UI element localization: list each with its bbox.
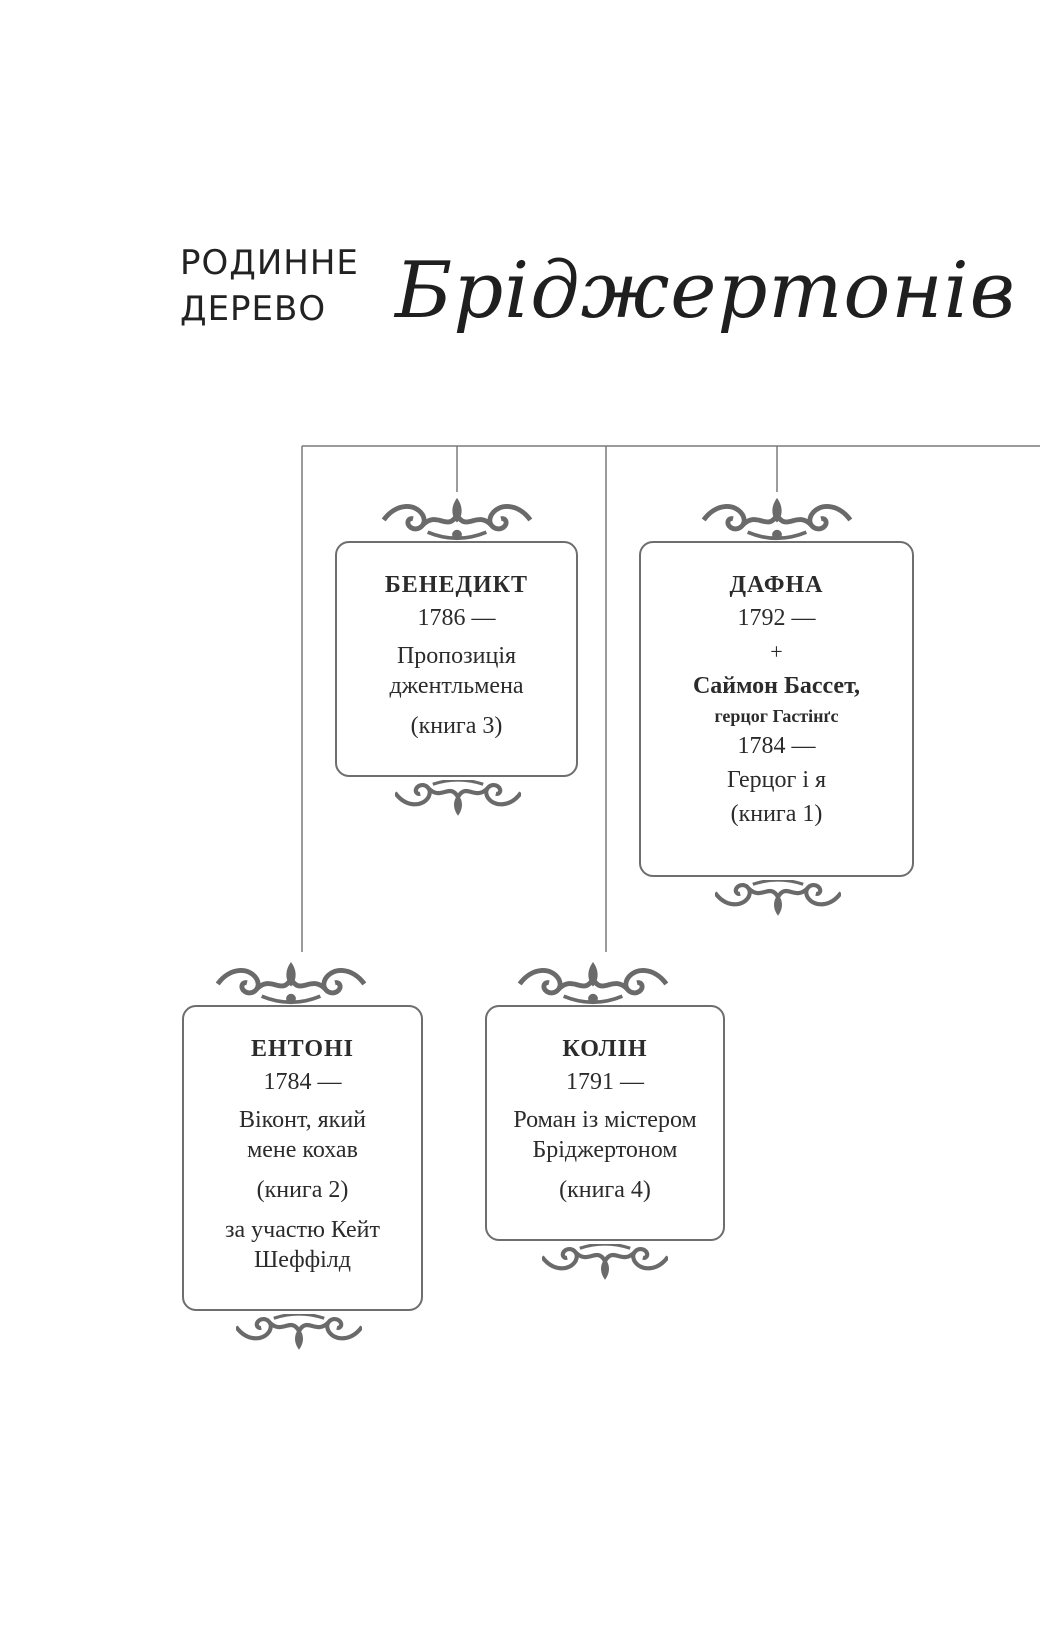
daphne-plus: +: [770, 639, 783, 664]
colin-years: 1791 —: [566, 1069, 644, 1095]
colin-bottom-ornament-icon: [542, 1244, 668, 1282]
anthony-featuring: за участю Кейт Шеффілд: [224, 1217, 380, 1273]
daphne-spouse-years: 1784 —: [737, 733, 816, 759]
anthony-book: Віконт, який мене кохав: [238, 1107, 367, 1163]
card-colin: [485, 1005, 725, 1241]
card-benedict: [335, 541, 578, 777]
heading-line-2: ДЕРЕВО: [180, 289, 327, 329]
anthony-years: 1784 —: [263, 1069, 342, 1095]
heading-line-1: РОДИННЕ: [180, 243, 359, 283]
anthony-top-ornament-icon: [216, 962, 366, 1006]
daphne-bottom-ornament-icon: [715, 880, 841, 918]
daphne-years: 1792 —: [737, 605, 816, 631]
card-anthony: [182, 1005, 423, 1311]
daphne-spouse-name: Саймон Бассет,: [692, 673, 861, 699]
benedict-bottom-ornament-icon: [395, 780, 521, 818]
colin-top-ornament-icon: [518, 962, 668, 1006]
benedict-years: 1786 —: [417, 605, 496, 631]
heading-script-title: Бріджертонів: [395, 246, 1017, 336]
anthony-bottom-ornament-icon: [236, 1314, 362, 1352]
benedict-top-ornament-icon: [382, 498, 532, 542]
daphne-name: ДАФНА: [729, 572, 824, 598]
colin-book: Роман із містером Бріджертоном: [513, 1107, 697, 1163]
daphne-volume: (книга 1): [730, 801, 823, 827]
card-daphne: [639, 541, 914, 877]
benedict-book: Пропозиція джентльмена: [389, 643, 524, 699]
benedict-name: БЕНЕДИКТ: [384, 572, 529, 598]
anthony-name: ЕНТОНІ: [250, 1036, 355, 1062]
colin-volume: (книга 4): [559, 1177, 651, 1203]
daphne-spouse-title: герцог Гастінґс: [714, 706, 839, 726]
daphne-top-ornament-icon: [702, 498, 852, 542]
anthony-volume: (книга 2): [256, 1177, 349, 1203]
colin-name: КОЛІН: [562, 1036, 648, 1062]
daphne-book: Герцог і я: [726, 767, 827, 793]
benedict-volume: (книга 3): [410, 713, 503, 739]
